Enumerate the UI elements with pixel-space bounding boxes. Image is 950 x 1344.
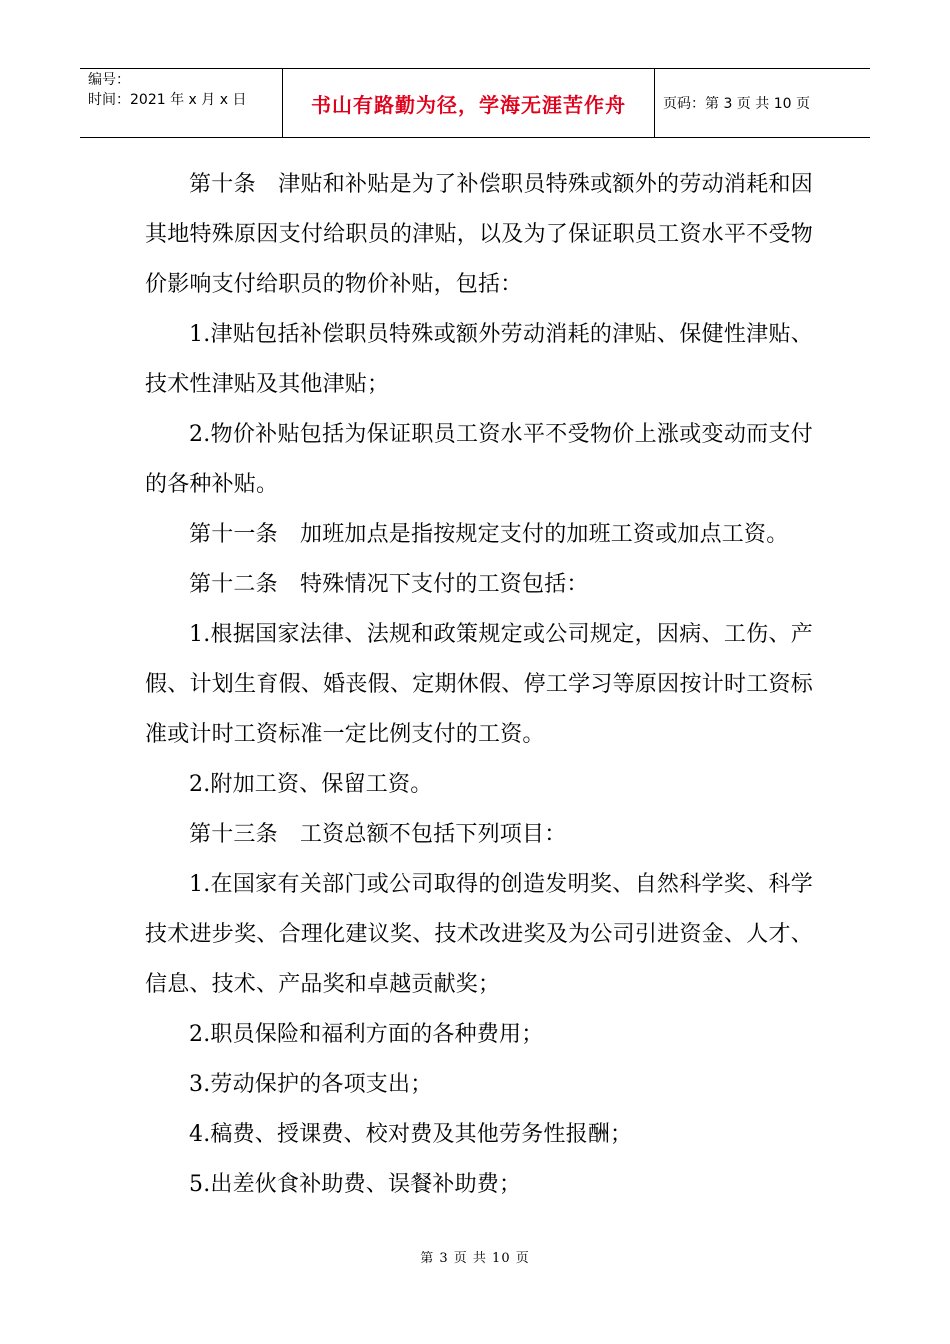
paragraph-article-12: 第十二条 特殊情况下支付的工资包括：	[189, 572, 589, 597]
paragraph-item: 2.物价补贴包括为保证职员工资水平不受物价上涨或变动而支付的各种补贴。	[145, 422, 813, 497]
document-date: 时间：2021 年 x 月 x 日	[88, 92, 247, 108]
paragraph-item: 1.根据国家法律、法规和政策规定或公司规定，因病、工伤、产假、计划生育假、婚丧假、定期休假、停工学习等原因按计时工资标准或计时工资标准一定比例支付的工资。	[145, 622, 813, 747]
paragraph-article-11: 第十一条 加班加点是指按规定支付的加班工资或加点工资。	[189, 522, 789, 547]
paragraph-item: 2.职员保险和福利方面的各种费用；	[189, 1022, 544, 1047]
motto-text: 书山有路勤为径，学海无涯苦作舟	[311, 92, 626, 117]
paragraph-article-13: 第十三条 工资总额不包括下列项目：	[189, 822, 567, 847]
paragraph-item: 1.在国家有关部门或公司取得的创造发明奖、自然科学奖、科学技术进步奖、合理化建议奖、技术改进奖及为公司引进资金、人才、信息、技术、产品奖和卓越贡献奖；	[145, 872, 813, 997]
header-page-info: 页码：第 3 页 共 10 页	[663, 96, 810, 112]
header-page-cell	[655, 69, 870, 137]
document-number-label: 编号：	[88, 72, 130, 88]
document-header	[80, 68, 870, 138]
paragraph-article-10: 第十条 津贴和补贴是为了补偿职员特殊或额外的劳动消耗和因其地特殊原因支付给职员的津贴，以及为了保证职员工资水平不受物价影响支付给职员的物价补贴，包括：	[145, 172, 813, 297]
paragraph-item: 3.劳动保护的各项支出；	[189, 1072, 433, 1097]
paragraph-item: 4.稿费、授课费、校对费及其他劳务性报酬；	[189, 1122, 633, 1147]
page-footer: 第 3 页 共 10 页	[420, 1251, 530, 1266]
header-meta-cell	[80, 69, 283, 137]
paragraph-item: 5.出差伙食补助费、误餐补助费；	[189, 1172, 522, 1197]
header-motto-cell	[283, 69, 655, 137]
paragraph-item: 1.津贴包括补偿职员特殊或额外劳动消耗的津贴、保健性津贴、技术性津贴及其他津贴；	[145, 322, 813, 397]
paragraph-item: 2.附加工资、保留工资。	[189, 772, 433, 797]
document-body	[145, 160, 813, 1210]
